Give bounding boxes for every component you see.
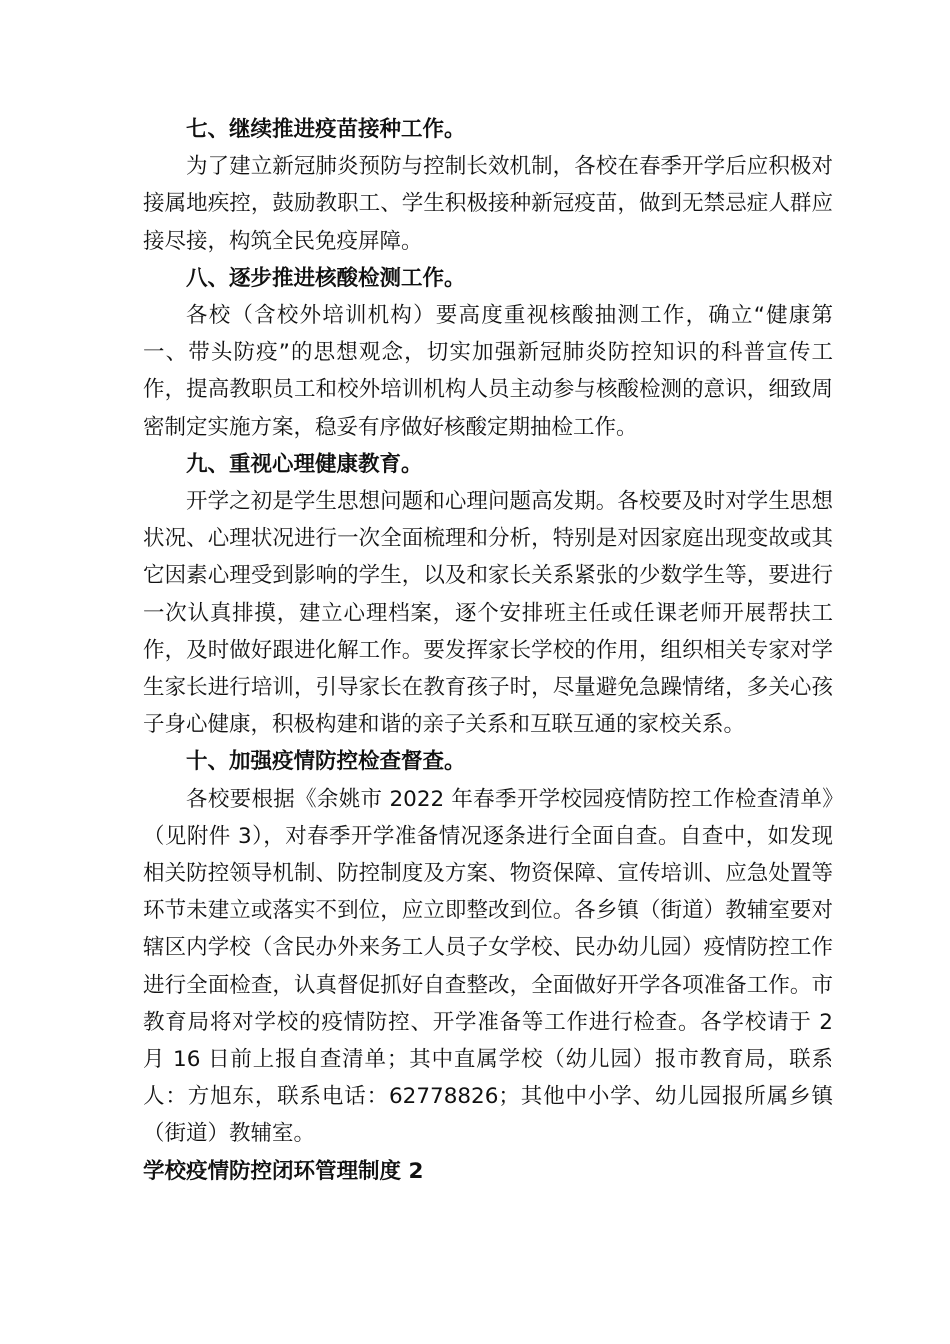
section-body-inspection: 各校要根据《余姚市 2022 年春季开学校园疫情防控工作检查清单》（见附件 3），对春季开学准备情况逐条进行全面自查。自查中，如发现相关防控领导机制、防控制度及方案、物资保障、宣传培训、应急处置等环节未建立或落实不到位，应立即整改到位。各乡镇（街道）教辅室要对辖区内学校（含民办外来务工人员子女学校、民办幼儿园）疫情防控工作进行全面检查，认真督促抓好自查整改，全面做好开学各项准备工作。市教育局将对学校的疫情防控、开学准备等工作进行检查。各学校请于 2 月 16 日前上报自查清单；其中直属学校（幼儿园）报市教育局，联系人：方旭东，联系电话：62778826；其他中小学、幼儿园报所属乡镇（街道）教辅室。 xyxy=(143,786,833,1147)
section-heading-vaccination: 七、继续推进疫苗接种工作。 xyxy=(186,117,466,142)
section-heading-inspection: 十、加强疫情防控检查督查。 xyxy=(186,749,466,775)
section-body-vaccination: 为了建立新冠肺炎预防与控制长效机制，各校在春季开学后应积极对接属地疾控，鼓励教职工、学生积极接种新冠疫苗，做到无禁忌症人群应接尽接，构筑全民免疫屏障。 xyxy=(143,154,833,254)
section-body-mental-health: 开学之初是学生思想问题和心理问题高发期。各校要及时对学生思想状况、心理状况进行一次全面梳理和分析，特别是对因家庭出现变故或其它因素心理受到影响的学生，以及和家长关系紧张的少数学生等，要进行一次认真排摸，建立心理档案，逐个安排班主任或任课老师开展帮扶工作，及时做好跟进化解工作。要发挥家长学校的作用，组织相关专家对学生家长进行培训，引导家长在教育孩子时，尽量避免急躁情绪，多关心孩子身心健康，积极构建和谐的亲子关系和互联互通的家校关系。 xyxy=(143,489,833,738)
section-body-nucleic-acid-testing: 各校（含校外培训机构）要高度重视核酸抽测工作，确立“健康第一、带头防疫”的思想观念，切实加强新冠肺炎防控知识的科普宣传工作，提高教职员工和校外培训机构人员主动参与核酸检测的意识，细致周密制定实施方案，稳妥有序做好核酸定期抽检工作。 xyxy=(143,303,833,440)
next-document-title: 学校疫情防控闭环管理制度 2 xyxy=(143,1158,424,1184)
section-heading-mental-health: 九、重视心理健康教育。 xyxy=(186,451,423,477)
section-heading-nucleic-acid-testing: 八、逐步推进核酸检测工作。 xyxy=(186,265,466,291)
document-body xyxy=(143,111,833,1190)
